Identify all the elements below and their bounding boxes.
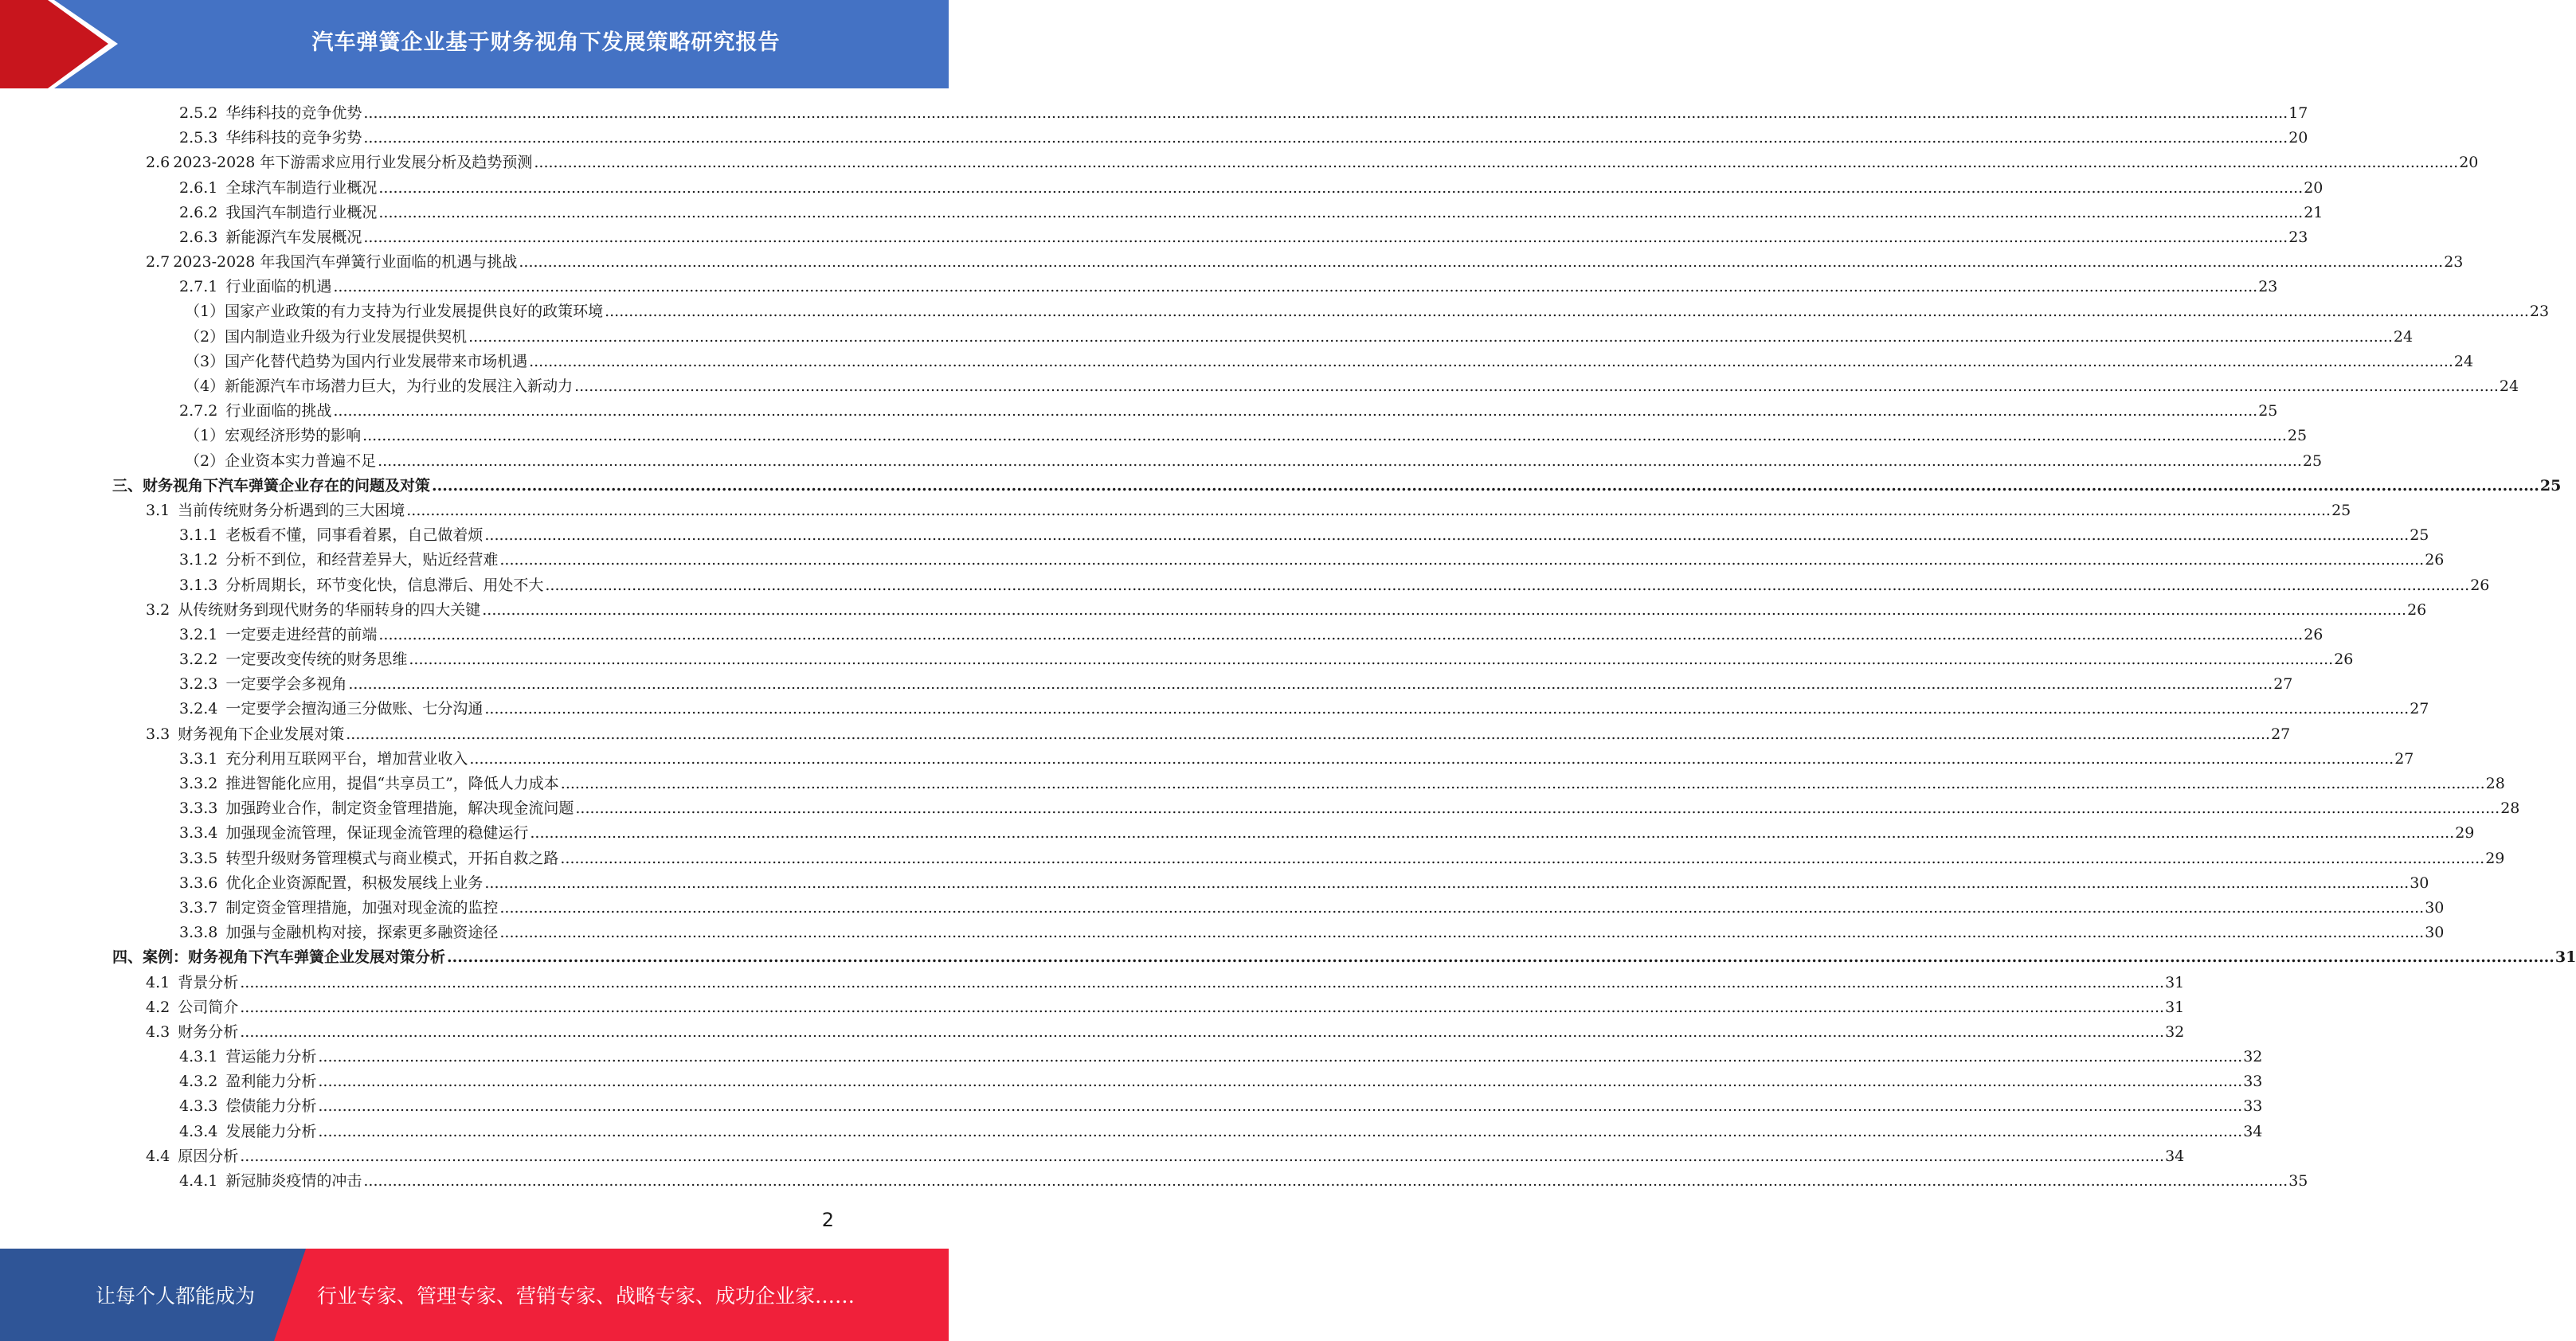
footer-slogan-right: 行业专家、管理专家、营销专家、战略专家、成功企业家…… <box>317 1284 855 1308</box>
toc-entry-title: （2）国内制造业升级为行业发展提供契机 <box>185 327 468 346</box>
toc-entry-page: 32 <box>2243 1048 2263 1066</box>
toc-entry-page: 31 <box>2165 998 2185 1016</box>
toc-entry[interactable] <box>0 796 2520 821</box>
toc-entry-title: 新冠肺炎疫情的冲击 <box>225 1172 362 1190</box>
toc-entry-title: 新能源汽车发展概况 <box>225 228 362 246</box>
toc-entry[interactable] <box>0 971 2185 995</box>
toc-entry-number: 4.3 <box>146 1022 170 1041</box>
toc-entry-page: 28 <box>2485 775 2505 793</box>
toc-entry-title: （2）企业资本实力普遍不足 <box>185 452 377 470</box>
toc-entry-page: 25 <box>2539 476 2562 495</box>
toc-dot-leader: ................................................................................................................................................................................................................................................................................................................................................................................................................ <box>432 476 2539 495</box>
toc-entry-page: 26 <box>2304 625 2323 643</box>
toc-entry-page: 32 <box>2165 1022 2185 1041</box>
toc-entry-number: 3.2.3 <box>179 675 218 694</box>
toc-entry-number: 3.3.6 <box>179 874 218 892</box>
toc-dot-leader: ................................................................................................................................................................................................................................................................................................................................................................................................................ <box>333 402 2258 420</box>
header-chevron-decoration <box>0 0 159 88</box>
toc-dot-leader: ................................................................................................................................................................................................................................................................................................................................................................................................................ <box>605 303 2529 321</box>
toc-entry-title: 四、案例：财务视角下汽车弹簧企业发展对策分析 <box>112 948 446 967</box>
toc-entry-number: 3.3.3 <box>179 800 218 818</box>
toc-dot-leader: ................................................................................................................................................................................................................................................................................................................................................................................................................ <box>363 129 2288 147</box>
toc-entry[interactable] <box>0 498 2351 523</box>
toc-entry-number: 3.3 <box>146 725 170 743</box>
toc-entry-title: 分析周期长，环节变化快，信息滞后、用处不大 <box>225 576 544 594</box>
toc-dot-leader: ................................................................................................................................................................................................................................................................................................................................................................................................................ <box>363 104 2288 122</box>
toc-entry-title: 行业面临的挑战 <box>225 402 332 420</box>
toc-dot-leader: ................................................................................................................................................................................................................................................................................................................................................................................................................ <box>484 874 2410 892</box>
toc-entry-title: 全球汽车制造行业概况 <box>225 178 378 197</box>
toc-entry-number: 3.2 <box>146 600 170 619</box>
toc-dot-leader: ................................................................................................................................................................................................................................................................................................................................................................................................................ <box>482 600 2407 619</box>
toc-entry-page: 28 <box>2500 800 2520 818</box>
toc-dot-leader: ................................................................................................................................................................................................................................................................................................................................................................................................................ <box>560 849 2485 867</box>
toc-entry[interactable] <box>0 126 2308 151</box>
table-of-contents <box>0 101 2576 1194</box>
toc-entry[interactable] <box>0 523 2429 548</box>
toc-entry-title: （1）宏观经济形势的影响 <box>185 427 362 445</box>
toc-dot-leader: ................................................................................................................................................................................................................................................................................................................................................................................................................ <box>240 973 2165 991</box>
toc-dot-leader: ................................................................................................................................................................................................................................................................................................................................................................................................................ <box>409 651 2334 669</box>
toc-entry[interactable] <box>0 1169 2308 1194</box>
toc-entry[interactable] <box>0 201 2323 225</box>
toc-entry-page: 26 <box>2470 576 2490 594</box>
toc-entry[interactable] <box>0 623 2323 647</box>
toc-entry-title: 华纬科技的竞争优势 <box>225 104 362 122</box>
toc-dot-leader: ................................................................................................................................................................................................................................................................................................................................................................................................................ <box>318 1097 2243 1116</box>
toc-entry[interactable] <box>0 1020 2185 1045</box>
toc-entry-page: 24 <box>2453 352 2474 370</box>
toc-entry-page: 24 <box>2393 327 2414 346</box>
toc-entry[interactable] <box>0 1095 2263 1120</box>
toc-entry-title: （1）国家产业政策的有力支持为行业发展提供良好的政策环境 <box>185 303 604 321</box>
toc-entry-title: 分析不到位，和经营差异大，贴近经营难 <box>225 551 499 569</box>
toc-entry-title: 三、财务视角下汽车弹簧企业存在的问题及对策 <box>112 476 431 495</box>
page-header <box>0 0 949 88</box>
toc-entry-title: 一定要走进经营的前端 <box>225 625 378 643</box>
toc-entry-title: 华纬科技的竞争劣势 <box>225 129 362 147</box>
toc-entry-title: 2023-2028 年下游需求应用行业发展分析及趋势预测 <box>173 154 533 172</box>
toc-entry-page: 35 <box>2288 1172 2308 1190</box>
toc-entry-title: 推进智能化应用，提倡“共享员工”，降低人力成本 <box>225 775 559 793</box>
toc-dot-leader: ................................................................................................................................................................................................................................................................................................................................................................................................................ <box>346 725 2271 743</box>
toc-entry-page: 23 <box>2529 303 2550 321</box>
toc-dot-leader: ................................................................................................................................................................................................................................................................................................................................................................................................................ <box>519 253 2444 272</box>
toc-entry-title: 背景分析 <box>178 973 239 991</box>
toc-entry[interactable] <box>0 995 2185 1020</box>
toc-entry[interactable] <box>0 325 2414 350</box>
toc-dot-leader: ................................................................................................................................................................................................................................................................................................................................................................................................................ <box>545 576 2470 594</box>
toc-entry[interactable] <box>0 846 2505 871</box>
toc-entry-title: 偿债能力分析 <box>225 1097 317 1116</box>
toc-entry-title: 加强与金融机构对接，探索更多融资途径 <box>225 924 499 942</box>
toc-dot-leader: ................................................................................................................................................................................................................................................................................................................................................................................................................ <box>574 377 2499 396</box>
toc-dot-leader: ................................................................................................................................................................................................................................................................................................................................................................................................................ <box>469 749 2394 768</box>
toc-entry-page: 30 <box>2410 874 2429 892</box>
toc-entry-title: 财务视角下企业发展对策 <box>178 725 345 743</box>
toc-entry-title: 公司简介 <box>178 998 239 1016</box>
toc-dot-leader: ................................................................................................................................................................................................................................................................................................................................................................................................................ <box>499 898 2425 917</box>
toc-entry[interactable] <box>0 598 2427 623</box>
toc-entry-number: 3.1.3 <box>179 576 218 594</box>
toc-dot-leader: ................................................................................................................................................................................................................................................................................................................................................................................................................ <box>484 700 2410 718</box>
toc-entry[interactable] <box>0 821 2475 846</box>
toc-entry-page: 33 <box>2243 1073 2263 1091</box>
toc-entry-number: 4.4 <box>146 1147 170 1165</box>
toc-entry-number: 2.7.2 <box>179 402 218 420</box>
toc-entry-page: 30 <box>2425 924 2445 942</box>
toc-dot-leader: ................................................................................................................................................................................................................................................................................................................................................................................................................ <box>484 526 2410 545</box>
toc-entry-number: 3.3.4 <box>179 824 218 843</box>
toc-entry[interactable] <box>0 548 2445 573</box>
toc-entry-title: 一定要学会多视角 <box>225 675 347 694</box>
toc-entry[interactable] <box>0 722 2291 747</box>
toc-entry[interactable] <box>0 374 2519 399</box>
toc-entry-title: 优化企业资源配置，积极发展线上业务 <box>225 874 483 892</box>
toc-entry-page: 27 <box>2394 749 2414 768</box>
toc-entry[interactable] <box>0 896 2445 921</box>
toc-entry-page: 30 <box>2425 898 2445 917</box>
toc-entry[interactable] <box>0 449 2323 474</box>
toc-entry-number: 4.3.2 <box>179 1073 218 1091</box>
toc-entry-title: 财务分析 <box>178 1022 239 1041</box>
toc-entry-title: 当前传统财务分析遇到的三大困境 <box>178 501 405 519</box>
toc-entry[interactable] <box>0 474 2562 498</box>
toc-entry-number: 2.5.2 <box>179 104 218 122</box>
toc-entry-page: 33 <box>2243 1097 2263 1116</box>
toc-entry-title: 发展能力分析 <box>225 1122 317 1140</box>
footer-slogan-left: 让每个人都能成为 <box>96 1284 256 1308</box>
toc-entry-page: 31 <box>2165 973 2185 991</box>
toc-dot-leader: ................................................................................................................................................................................................................................................................................................................................................................................................................ <box>530 824 2455 843</box>
toc-dot-leader: ................................................................................................................................................................................................................................................................................................................................................................................................................ <box>348 675 2273 694</box>
toc-entry[interactable] <box>0 225 2308 250</box>
toc-entry-page: 20 <box>2304 178 2323 197</box>
toc-entry-title: 行业面临的机遇 <box>225 278 332 296</box>
toc-entry-title: 从传统财务到现代财务的华丽转身的四大关键 <box>178 600 481 619</box>
toc-entry[interactable] <box>0 1120 2263 1144</box>
toc-dot-leader: ................................................................................................................................................................................................................................................................................................................................................................................................................ <box>378 178 2304 197</box>
toc-entry-number: 2.7 <box>146 253 170 272</box>
toc-dot-leader: ................................................................................................................................................................................................................................................................................................................................................................................................................ <box>363 228 2288 246</box>
toc-dot-leader: ................................................................................................................................................................................................................................................................................................................................................................................................................ <box>468 327 2393 346</box>
toc-entry[interactable] <box>0 871 2429 896</box>
toc-entry-title: 我国汽车制造行业概况 <box>225 203 378 221</box>
toc-entry[interactable] <box>0 176 2323 201</box>
toc-dot-leader: ................................................................................................................................................................................................................................................................................................................................................................................................................ <box>363 1172 2288 1190</box>
toc-entry[interactable] <box>0 672 2293 697</box>
toc-dot-leader: ................................................................................................................................................................................................................................................................................................................................................................................................................ <box>499 551 2425 569</box>
toc-entry[interactable] <box>0 921 2445 945</box>
toc-entry-number: 3.3.2 <box>179 775 218 793</box>
page-footer <box>0 1249 949 1341</box>
toc-entry-title: 盈利能力分析 <box>225 1073 317 1091</box>
toc-entry-number: 3.3.5 <box>179 849 218 867</box>
toc-entry-page: 21 <box>2304 203 2323 221</box>
toc-entry-title: 老板看不懂，同事看着累，自己做着烦 <box>225 526 483 545</box>
toc-entry-page: 29 <box>2485 849 2505 867</box>
toc-entry-number: 4.4.1 <box>179 1172 218 1190</box>
toc-entry[interactable] <box>0 399 2278 424</box>
toc-entry-number: 3.2.1 <box>179 625 218 643</box>
toc-entry-title: 营运能力分析 <box>225 1048 317 1066</box>
toc-entry-number: 2.6.2 <box>179 203 218 221</box>
toc-entry-page: 31 <box>2554 948 2576 967</box>
toc-entry-number: 4.1 <box>146 973 170 991</box>
toc-dot-leader: ................................................................................................................................................................................................................................................................................................................................................................................................................ <box>447 948 2554 967</box>
toc-entry-title: 加强跨业合作，制定资金管理措施，解决现金流问题 <box>225 800 574 818</box>
toc-entry-number: 2.7.1 <box>179 278 218 296</box>
toc-entry-title: 充分利用互联网平台，增加营业收入 <box>225 749 468 768</box>
toc-entry-page: 27 <box>2271 725 2291 743</box>
toc-entry-page: 26 <box>2334 651 2354 669</box>
toc-entry[interactable] <box>0 275 2278 299</box>
toc-dot-leader: ................................................................................................................................................................................................................................................................................................................................................................................................................ <box>378 625 2304 643</box>
toc-entry[interactable] <box>0 945 2576 970</box>
toc-entry[interactable] <box>0 101 2308 126</box>
toc-entry-page: 25 <box>2302 452 2323 470</box>
toc-dot-leader: ................................................................................................................................................................................................................................................................................................................................................................................................................ <box>240 1147 2165 1165</box>
toc-entry-title: 2023-2028 年我国汽车弹簧行业面临的机遇与挑战 <box>173 253 518 272</box>
toc-entry-page: 24 <box>2499 377 2519 396</box>
toc-entry-page: 27 <box>2410 700 2429 718</box>
toc-entry-title: （3）国产化替代趋势为国内行业发展带来市场机遇 <box>185 352 528 370</box>
toc-entry[interactable] <box>0 151 2479 175</box>
toc-entry-number: 4.3.4 <box>179 1122 218 1140</box>
toc-dot-leader: ................................................................................................................................................................................................................................................................................................................................................................................................................ <box>333 278 2258 296</box>
toc-entry-page: 26 <box>2407 600 2427 619</box>
toc-entry[interactable] <box>0 300 2550 325</box>
toc-entry-number: 3.2.4 <box>179 700 218 718</box>
toc-entry[interactable] <box>0 573 2490 598</box>
toc-dot-leader: ................................................................................................................................................................................................................................................................................................................................................................................................................ <box>575 800 2500 818</box>
page-number: 2 <box>821 1209 834 1231</box>
toc-entry-page: 23 <box>2444 253 2464 272</box>
toc-entry-page: 29 <box>2455 824 2475 843</box>
toc-entry[interactable] <box>0 1045 2263 1069</box>
toc-dot-leader: ................................................................................................................................................................................................................................................................................................................................................................................................................ <box>240 998 2165 1016</box>
toc-entry-number: 3.1 <box>146 501 170 519</box>
toc-dot-leader: ................................................................................................................................................................................................................................................................................................................................................................................................................ <box>406 501 2331 519</box>
toc-entry[interactable] <box>0 698 2429 722</box>
toc-entry[interactable] <box>0 1069 2263 1094</box>
toc-dot-leader: ................................................................................................................................................................................................................................................................................................................................................................................................................ <box>362 427 2287 445</box>
toc-entry-page: 34 <box>2243 1122 2263 1140</box>
toc-entry-number: 3.3.8 <box>179 924 218 942</box>
toc-entry-page: 23 <box>2288 228 2308 246</box>
toc-dot-leader: ................................................................................................................................................................................................................................................................................................................................................................................................................ <box>318 1122 2243 1140</box>
toc-entry-title: 一定要改变传统的财务思维 <box>225 651 408 669</box>
toc-entry-title: 一定要学会擅沟通三分做账、七分沟通 <box>225 700 483 718</box>
toc-dot-leader: ................................................................................................................................................................................................................................................................................................................................................................................................................ <box>318 1048 2243 1066</box>
toc-entry[interactable] <box>0 424 2308 448</box>
toc-entry[interactable] <box>0 747 2414 772</box>
toc-entry[interactable] <box>0 647 2354 672</box>
document-title: 汽车弹簧企业基于财务视角下发展策略研究报告 <box>311 29 781 55</box>
toc-entry-number: 4.2 <box>146 998 170 1016</box>
toc-entry-page: 23 <box>2258 278 2278 296</box>
toc-entry-number: 2.6.1 <box>179 178 218 197</box>
toc-entry-title: 制定资金管理措施，加强对现金流的监控 <box>225 898 499 917</box>
toc-entry[interactable] <box>0 1144 2185 1169</box>
toc-dot-leader: ................................................................................................................................................................................................................................................................................................................................................................................................................ <box>318 1073 2243 1091</box>
toc-dot-leader: ................................................................................................................................................................................................................................................................................................................................................................................................................ <box>378 203 2304 221</box>
toc-entry-number: 2.5.3 <box>179 129 218 147</box>
toc-entry-number: 3.2.2 <box>179 651 218 669</box>
toc-dot-leader: ................................................................................................................................................................................................................................................................................................................................................................................................................ <box>240 1022 2165 1041</box>
toc-entry-page: 17 <box>2288 104 2308 122</box>
toc-entry-number: 4.3.3 <box>179 1097 218 1116</box>
toc-entry-number: 3.1.1 <box>179 526 218 545</box>
toc-entry-page: 27 <box>2273 675 2293 694</box>
toc-entry-page: 20 <box>2459 154 2479 172</box>
toc-entry-number: 3.3.7 <box>179 898 218 917</box>
toc-dot-leader: ................................................................................................................................................................................................................................................................................................................................................................................................................ <box>534 154 2459 172</box>
toc-entry-number: 2.6 <box>146 154 170 172</box>
toc-entry-page: 34 <box>2165 1147 2185 1165</box>
toc-entry-number: 4.3.1 <box>179 1048 218 1066</box>
toc-entry[interactable] <box>0 250 2464 275</box>
toc-entry-title: 原因分析 <box>178 1147 239 1165</box>
toc-entry-title: 加强现金流管理，保证现金流管理的稳健运行 <box>225 824 529 843</box>
toc-dot-leader: ................................................................................................................................................................................................................................................................................................................................................................................................................ <box>529 352 2453 370</box>
toc-dot-leader: ................................................................................................................................................................................................................................................................................................................................................................................................................ <box>560 775 2485 793</box>
toc-entry-page: 20 <box>2288 129 2308 147</box>
toc-entry-number: 3.3.1 <box>179 749 218 768</box>
toc-entry-page: 25 <box>2258 402 2278 420</box>
toc-dot-leader: ................................................................................................................................................................................................................................................................................................................................................................................................................ <box>378 452 2302 470</box>
toc-dot-leader: ................................................................................................................................................................................................................................................................................................................................................................................................................ <box>499 924 2425 942</box>
toc-entry-title: （4）新能源汽车市场潜力巨大，为行业的发展注入新动力 <box>185 377 574 396</box>
toc-entry-page: 26 <box>2425 551 2445 569</box>
toc-entry[interactable] <box>0 350 2474 374</box>
toc-entry-page: 25 <box>2331 501 2351 519</box>
toc-entry-number: 3.1.2 <box>179 551 218 569</box>
toc-entry-title: 转型升级财务管理模式与商业模式，开拓自救之路 <box>225 849 559 867</box>
toc-entry[interactable] <box>0 772 2505 796</box>
toc-entry-page: 25 <box>2410 526 2429 545</box>
toc-entry-number: 2.6.3 <box>179 228 218 246</box>
toc-entry-page: 25 <box>2287 427 2308 445</box>
